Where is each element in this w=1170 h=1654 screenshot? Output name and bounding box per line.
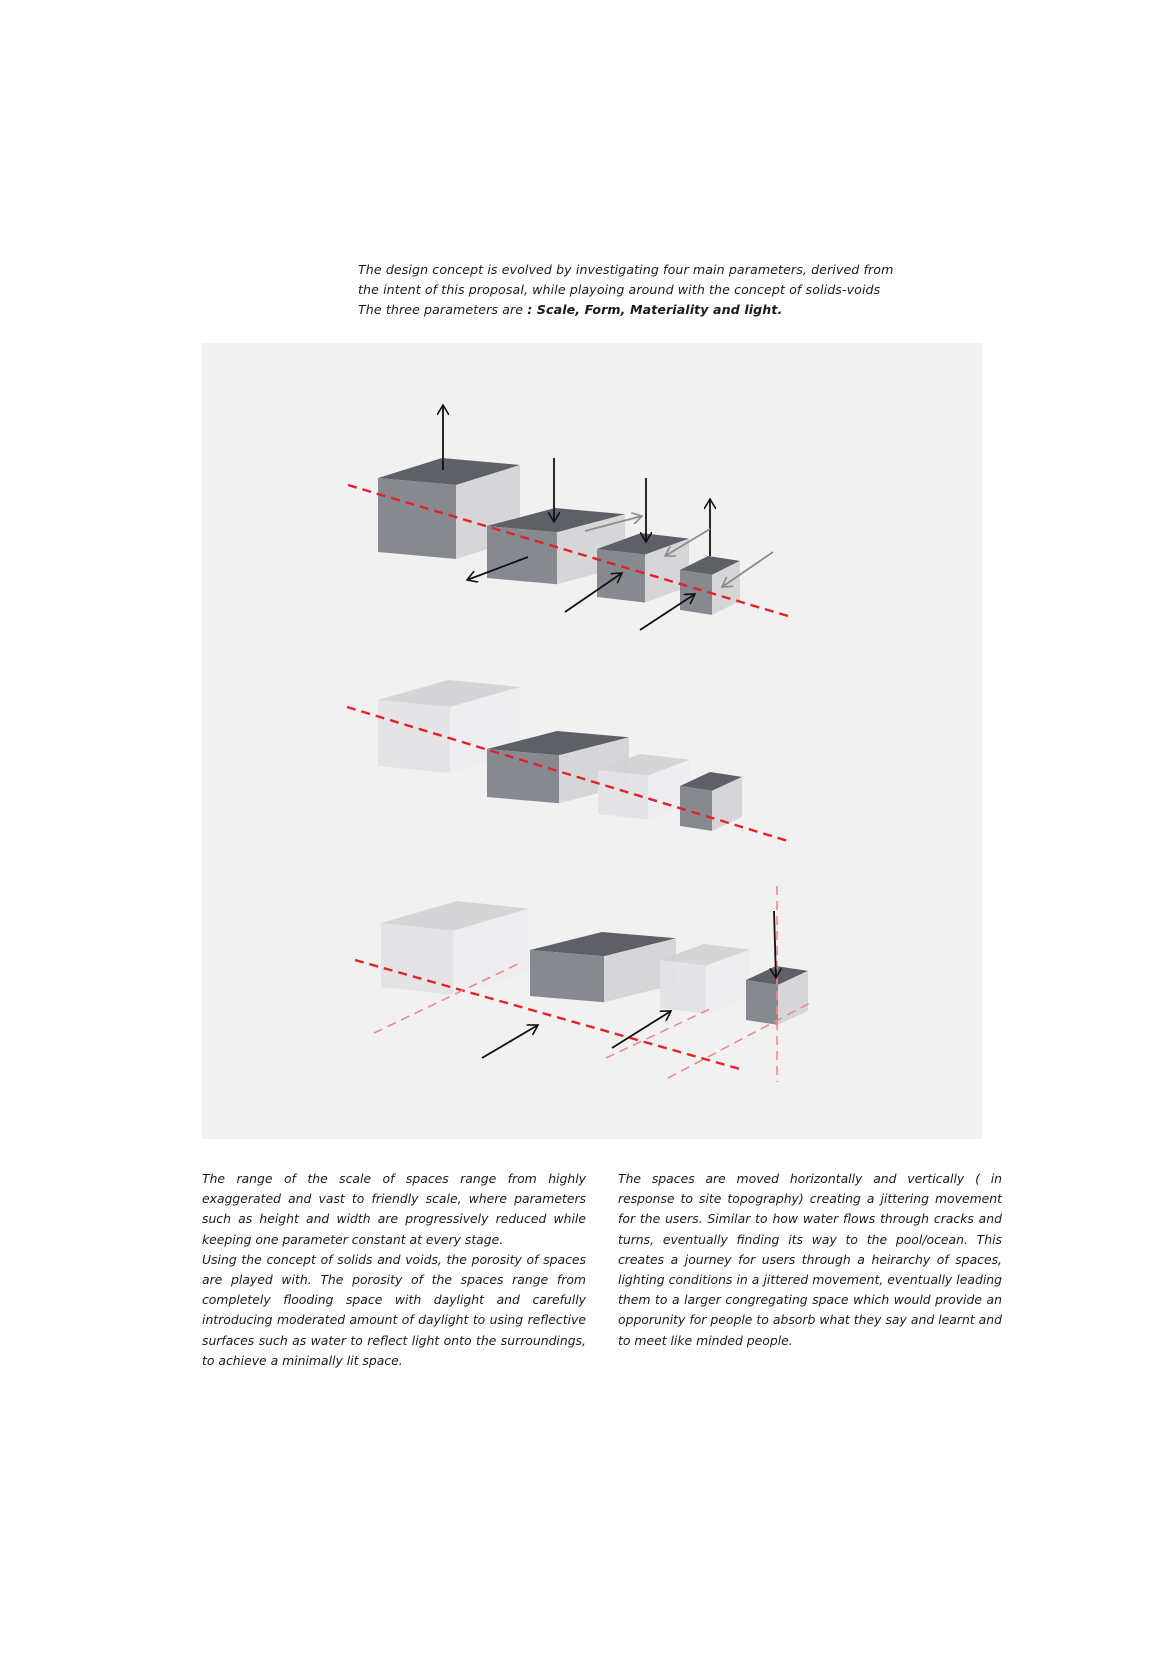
porosity-void-box-small-front bbox=[598, 770, 648, 820]
movement-cross-axis bbox=[606, 1008, 712, 1058]
intro-line-1: The design concept is evolved by investigating four main parameters, derived from bbox=[358, 262, 894, 277]
intro-line-2: the intent of this proposal, while playoing around with the concept of solids-voids bbox=[358, 282, 881, 297]
movement-void-box-small-front bbox=[660, 960, 706, 1014]
concept-diagram-svg bbox=[202, 343, 982, 1139]
movement-solid-box-smallest-front bbox=[746, 980, 778, 1025]
scale-paragraph: The range of the scale of spaces range from highly exaggerated and vast to friendly scale, where parameters such as height and width are progressively reduced while keeping one parameter constant at every stage. bbox=[202, 1171, 586, 1247]
scale-porosity-text bbox=[202, 1169, 586, 1371]
scale-medium-solid-box-front bbox=[487, 526, 557, 584]
scale-large-solid-box-front bbox=[378, 478, 456, 559]
movement-solid-box-medium-front bbox=[530, 950, 604, 1002]
intro-text bbox=[358, 260, 918, 320]
movement-paragraph: The spaces are moved horizontally and vertically ( in response to site topography) creating a jittering movement for the users. Similar to how water flows through cracks and turns, eventually finding its way to the pool/ocean. This creates a journey for users through a heirarchy of spaces, lighting conditions in a jittered movement, eventually leading them to a larger congregating space which would provide an opporunity for people to absorb what they say and learnt and to meet like minded people. bbox=[618, 1171, 1002, 1348]
intro-parameters-bold: : Scale, Form, Materiality and light. bbox=[527, 302, 783, 317]
movement-solid-box-medium bbox=[530, 932, 676, 1002]
porosity-paragraph: Using the concept of solids and voids, the porosity of spaces are played with. The porosity of the spaces range from completely flooding space with daylight and carefully introducing moderated amount of daylight to using reflective surfaces such as water to reflect light onto the surroundings, to achieve a minimally lit space. bbox=[202, 1251, 586, 1368]
movement-void-box-large bbox=[381, 901, 529, 995]
movement-text bbox=[618, 1169, 1002, 1351]
movement-cross-axis bbox=[668, 1003, 810, 1078]
scale-smallest-solid-box-front bbox=[680, 570, 712, 615]
movement-arrow bbox=[612, 1011, 671, 1048]
scale-small-solid-box-front bbox=[597, 549, 645, 603]
porosity-solid-box-medium-front bbox=[487, 749, 559, 803]
concept-diagram bbox=[202, 343, 982, 1139]
intro-line-3-prefix: The three parameters are bbox=[358, 302, 528, 317]
intro-line-3 bbox=[358, 300, 918, 320]
movement-arrow bbox=[482, 1025, 538, 1058]
porosity-void-box-large-front bbox=[378, 700, 450, 773]
